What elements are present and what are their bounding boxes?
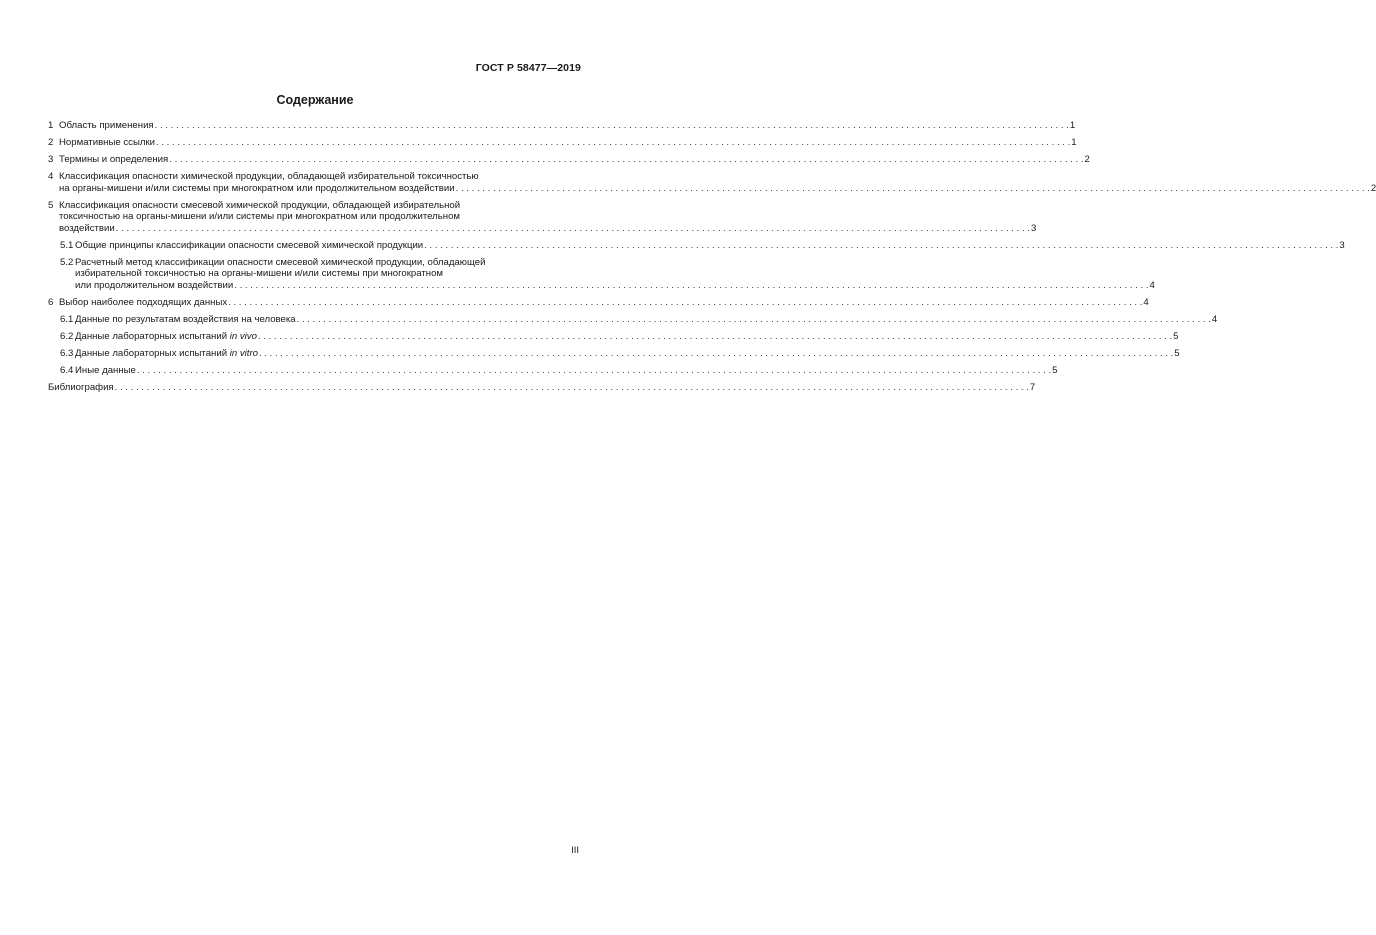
toc-leader-dots — [156, 137, 1070, 148]
toc-entry-text: Расчетный метод классификации опасности смесевой химической продукции, обладающей — [75, 256, 486, 268]
toc-entry-text: Данные лабораторных испытаний — [75, 347, 230, 359]
toc-entry-text: Данные по результатам воздействия на человека — [75, 313, 296, 325]
toc-entry[interactable] — [48, 199, 1037, 235]
toc-entry-text: Данные лабораторных испытаний — [75, 330, 230, 342]
toc-entry-number: 6.3 — [60, 347, 74, 359]
toc-entry-text: Классификация опасности химической продукции, обладающей избирательной токсичностью — [59, 171, 479, 182]
toc-entry-number: 5 — [48, 199, 54, 211]
toc-page-number: 2 — [1084, 154, 1090, 165]
toc-entry-text: Нормативные ссылки — [59, 137, 156, 148]
toc-page-number: 3 — [1030, 222, 1037, 234]
toc-entry-italic-term: in vitro — [229, 347, 258, 359]
toc-entry-number: 4 — [48, 171, 54, 182]
page-title: Содержание — [276, 93, 354, 107]
toc-entry-number: 1 — [48, 120, 54, 131]
toc-entry[interactable] — [48, 381, 1036, 394]
toc-entry-text: Выбор наиболее подходящих данных — [59, 296, 228, 308]
toc-entry[interactable] — [48, 364, 1058, 377]
table-of-contents — [48, 120, 1376, 399]
toc-page-number: 5 — [1052, 364, 1058, 376]
toc-page-number: 4 — [1149, 279, 1155, 291]
toc-entry-italic-term: in vivo — [229, 330, 257, 342]
toc-entry-text: избирательной токсичностью на органы-мишени и/или системы при многократном — [75, 268, 444, 279]
toc-entry[interactable] — [48, 296, 1149, 309]
toc-entry-text: Общие принципы классификации опасности смесевой химической продукции — [75, 239, 424, 251]
toc-entry[interactable] — [48, 347, 1180, 360]
toc-entry-text: Термины и определения — [59, 154, 169, 165]
toc-page-number: 1 — [1071, 137, 1077, 148]
toc-page-number: 5 — [1174, 347, 1180, 359]
toc-page-number: 5 — [1173, 330, 1179, 342]
toc-page-number: 3 — [1339, 239, 1345, 251]
toc-entry-text: Область применения — [59, 120, 154, 131]
toc-leader-dots — [258, 331, 1172, 342]
toc-entry-number: 2 — [48, 137, 54, 148]
toc-entry[interactable] — [48, 120, 1076, 132]
toc-leader-dots — [259, 348, 1173, 359]
toc-entry-number: 6 — [48, 296, 54, 308]
toc-leader-dots — [234, 280, 1148, 291]
toc-entry-text: Библиография — [48, 381, 114, 393]
toc-entry[interactable] — [48, 239, 1345, 252]
toc-leader-dots — [169, 154, 1083, 165]
toc-entry-number: 5.2 — [60, 256, 74, 268]
toc-entry-number: 6.1 — [60, 313, 74, 325]
toc-entry[interactable] — [48, 313, 1218, 326]
toc-entry-text: токсичностью на органы-мишени и/или системы при многократном или продолжительном — [59, 211, 461, 222]
toc-page-number: 2 — [1370, 182, 1376, 194]
toc-leader-dots — [228, 297, 1142, 308]
toc-entry-number: 6.4 — [60, 364, 74, 376]
toc-page-number: 4 — [1143, 296, 1149, 308]
toc-entry[interactable] — [48, 171, 1376, 194]
toc-entry[interactable] — [48, 330, 1179, 343]
toc-entry-number: 3 — [48, 154, 54, 165]
toc-leader-dots — [155, 120, 1069, 131]
toc-leader-dots — [137, 365, 1051, 376]
toc-leader-dots — [424, 240, 1338, 251]
toc-entry[interactable] — [48, 154, 1090, 166]
toc-leader-dots — [456, 183, 1370, 194]
toc-entry-text: или продолжительном воздействии — [75, 279, 234, 291]
toc-page-number: 1 — [1069, 120, 1076, 131]
page-number: III — [571, 845, 579, 856]
toc-entry-text: на органы-мишени и/или системы при многократном или продолжительном воздействии — [59, 182, 455, 194]
toc-page-number: 4 — [1211, 313, 1218, 325]
standard-designation: ГОСТ Р 58477—2019 — [475, 62, 581, 74]
toc-leader-dots — [297, 314, 1211, 325]
toc-leader-dots — [116, 223, 1030, 234]
toc-entry-text: Классификация опасности смесевой химической продукции, обладающей избирательной — [59, 199, 461, 211]
toc-entry[interactable] — [48, 256, 1155, 292]
toc-entry-number: 5.1 — [60, 239, 74, 251]
toc-entry-text: Иные данные — [75, 364, 136, 376]
toc-entry[interactable] — [48, 137, 1077, 149]
toc-leader-dots — [115, 382, 1029, 393]
toc-page-number: 7 — [1029, 381, 1036, 393]
toc-entry-text: воздействии — [59, 222, 115, 234]
toc-entry-number: 6.2 — [60, 330, 74, 342]
